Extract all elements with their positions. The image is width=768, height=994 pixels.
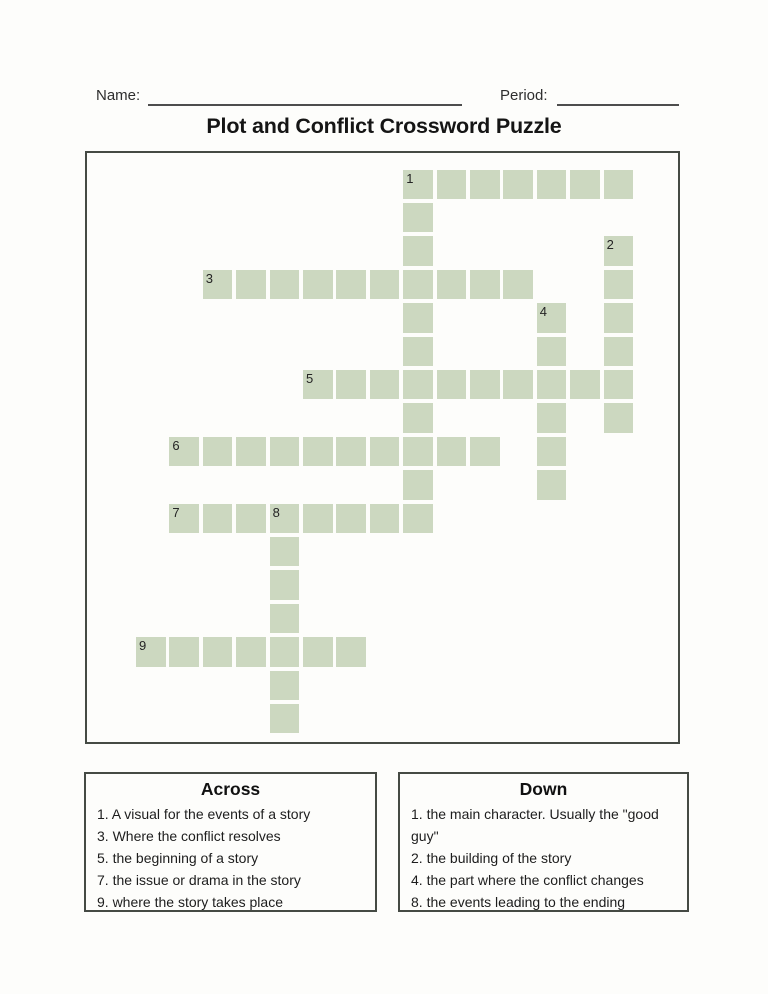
grid-cell[interactable] (604, 170, 634, 200)
grid-cell[interactable] (236, 637, 266, 667)
clue-number: 1 (406, 170, 414, 186)
down-clue-8: 8. the events leading to the ending (411, 894, 626, 910)
grid-cell[interactable] (136, 637, 166, 667)
page-title: Plot and Conflict Crossword Puzzle (206, 114, 562, 138)
across-clue-1: 1. A visual for the events of a story (97, 806, 311, 822)
clue-number: 6 (172, 437, 180, 453)
grid-cell[interactable] (303, 270, 333, 300)
clue-number: 2 (606, 237, 614, 253)
across-clue-9: 9. where the story takes place (97, 894, 283, 910)
grid-cell[interactable] (470, 370, 500, 400)
grid-cell[interactable] (370, 437, 400, 467)
grid-cell[interactable] (604, 337, 634, 367)
grid-cell[interactable] (503, 270, 533, 300)
grid-cell[interactable] (537, 170, 567, 200)
grid-cell[interactable] (403, 203, 433, 233)
grid-cell[interactable] (470, 170, 500, 200)
grid-cell[interactable] (203, 437, 233, 467)
grid-cell[interactable] (503, 170, 533, 200)
period-label: Period: (500, 87, 548, 104)
clue-number: 8 (272, 504, 280, 520)
grid-cell[interactable] (270, 537, 300, 567)
grid-cell[interactable] (604, 270, 634, 300)
down-title: Down (519, 779, 568, 799)
grid-cell[interactable] (604, 303, 634, 333)
grid-cell[interactable] (370, 370, 400, 400)
grid-cell[interactable] (270, 270, 300, 300)
name-label: Name: (96, 87, 141, 104)
grid-cell[interactable] (437, 170, 467, 200)
grid-cell[interactable] (303, 504, 333, 534)
grid-cell[interactable] (604, 370, 634, 400)
name-blank-line[interactable] (148, 104, 462, 106)
grid-cell[interactable] (403, 437, 433, 467)
clue-number: 3 (205, 270, 214, 286)
grid-cell[interactable] (403, 470, 433, 500)
grid-cell[interactable] (169, 637, 199, 667)
grid-cell[interactable] (437, 370, 467, 400)
grid-cell[interactable] (169, 504, 199, 534)
grid-cell[interactable] (537, 437, 567, 467)
grid-cell[interactable] (470, 270, 500, 300)
grid-cell[interactable] (303, 637, 333, 667)
across-clue-5: 5. the beginning of a story (97, 850, 259, 866)
grid-cell[interactable] (403, 504, 433, 534)
grid-cell[interactable] (236, 504, 266, 534)
grid-cell[interactable] (503, 370, 533, 400)
grid-cell[interactable] (370, 504, 400, 534)
grid-cell[interactable] (270, 570, 300, 600)
across-clue-3: 3. Where the conflict resolves (97, 828, 281, 844)
grid-cell[interactable] (403, 337, 433, 367)
grid-cell[interactable] (537, 370, 567, 400)
clue-number: 9 (139, 638, 147, 654)
grid-cell[interactable] (203, 270, 233, 300)
grid-cell[interactable] (270, 704, 300, 734)
grid-cell[interactable] (537, 303, 567, 333)
grid-cell[interactable] (537, 403, 567, 433)
grid-cell[interactable] (403, 236, 433, 266)
grid-cell[interactable] (270, 504, 300, 534)
grid-cell[interactable] (437, 437, 467, 467)
grid-cell[interactable] (604, 236, 634, 266)
grid-cell[interactable] (336, 637, 366, 667)
down-clues-box (398, 772, 689, 912)
across-title: Across (200, 779, 261, 799)
grid-cell[interactable] (570, 370, 600, 400)
grid-cell[interactable] (169, 437, 199, 467)
period-blank-line[interactable] (557, 104, 679, 106)
down-clue-2: 2. the building of the story (411, 850, 572, 866)
clue-number: 4 (539, 304, 548, 320)
grid-cell[interactable] (336, 437, 366, 467)
grid-cell[interactable] (403, 270, 433, 300)
grid-cell[interactable] (403, 303, 433, 333)
grid-cell[interactable] (203, 504, 233, 534)
grid-cell[interactable] (203, 637, 233, 667)
grid-cell[interactable] (270, 671, 300, 701)
grid-cell[interactable] (537, 470, 567, 500)
grid-cell[interactable] (303, 437, 333, 467)
grid-cell[interactable] (537, 337, 567, 367)
grid-cell[interactable] (336, 504, 366, 534)
grid-cell[interactable] (236, 270, 266, 300)
down-clue-1: 1. the main character. Usually the "good guy" (411, 806, 659, 844)
grid-cell[interactable] (403, 170, 433, 200)
grid-cell[interactable] (236, 437, 266, 467)
grid-cell[interactable] (570, 170, 600, 200)
clue-number: 7 (172, 504, 180, 520)
grid-cell[interactable] (270, 437, 300, 467)
grid-cell[interactable] (270, 604, 300, 634)
across-clues-box (84, 772, 377, 912)
grid-cell[interactable] (437, 270, 467, 300)
grid-cell[interactable] (403, 370, 433, 400)
grid-cell[interactable] (470, 437, 500, 467)
grid-cell[interactable] (303, 370, 333, 400)
grid-cell[interactable] (336, 370, 366, 400)
grid-cell[interactable] (604, 403, 634, 433)
grid-cell[interactable] (336, 270, 366, 300)
clue-number: 5 (306, 370, 314, 386)
grid-cell[interactable] (370, 270, 400, 300)
down-clue-4: 4. the part where the conflict changes (411, 872, 644, 888)
across-clue-7: 7. the issue or drama in the story (97, 872, 301, 888)
grid-cell[interactable] (403, 403, 433, 433)
grid-cell[interactable] (270, 637, 300, 667)
